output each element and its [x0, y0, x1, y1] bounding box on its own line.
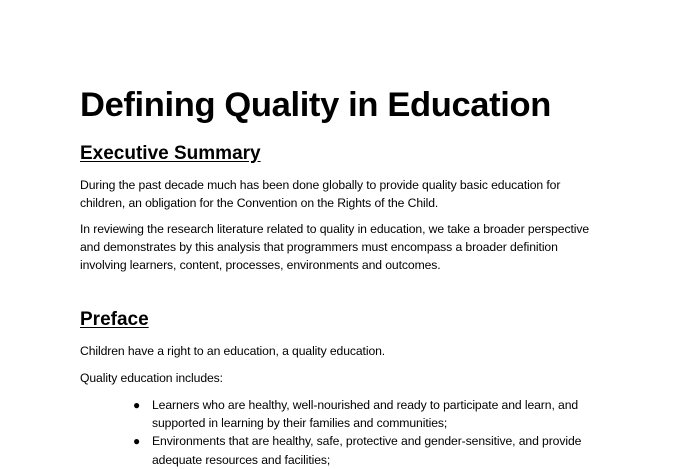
bullet-icon: ● [133, 432, 140, 450]
preface-paragraph: Children have a right to an education, a quality education. [80, 342, 600, 360]
executive-summary-paragraph: During the past decade much has been done globally to provide quality basic education for children, an obligation for the Convention on the Rights of the Child. [80, 176, 600, 213]
preface-paragraph: Quality education includes: [80, 369, 600, 387]
bullet-icon: ● [133, 396, 140, 414]
list-item [132, 432, 602, 469]
list-item-text: Learners who are healthy, well-nourished and ready to participate and learn, and supported in learning by their families and communities; [152, 398, 578, 430]
list-item [132, 396, 602, 433]
executive-summary-paragraph: In reviewing the research literature related to quality in education, we take a broader perspective and demonstrates by this analysis that programmers must encompass a broader definition involving learners, content, processes, environments and outcomes. [80, 220, 600, 275]
document-title: Defining Quality in Education [80, 84, 551, 126]
quality-education-list [132, 396, 602, 469]
executive-summary-heading: Executive Summary [80, 142, 261, 166]
preface-heading: Preface [80, 308, 149, 332]
list-item-text: Environments that are healthy, safe, protective and gender-sensitive, and provide adequate resources and facilities; [152, 434, 581, 466]
